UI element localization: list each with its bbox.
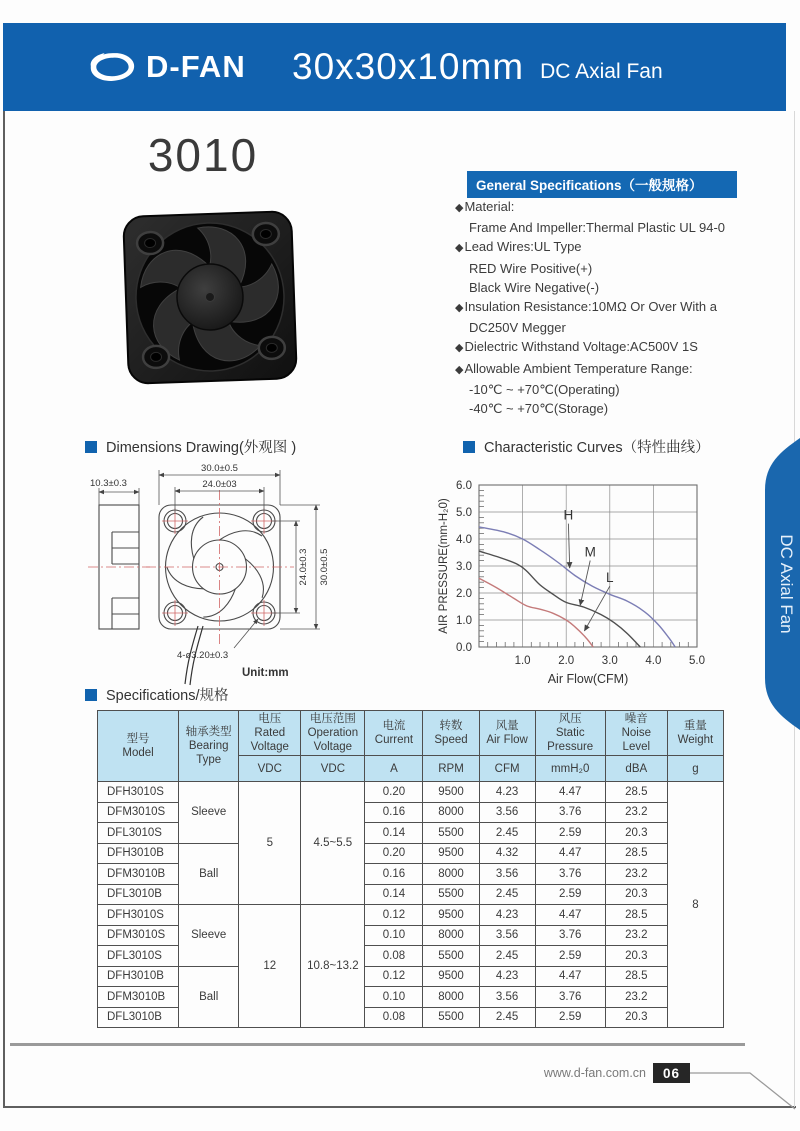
cell-current: 0.10 bbox=[365, 987, 423, 1008]
svg-text:Unit:mm: Unit:mm bbox=[242, 667, 289, 679]
spec-line: Frame And Impeller:Thermal Plastic UL 94-0 bbox=[469, 220, 726, 236]
svg-text:4-ø3.20±0.3: 4-ø3.20±0.3 bbox=[177, 650, 229, 661]
curves-section-header bbox=[463, 436, 710, 457]
model-number: 3010 bbox=[147, 129, 259, 181]
cell-model: DFM3010S bbox=[98, 802, 179, 823]
cell-pressure: 4.47 bbox=[535, 843, 605, 864]
side-tab bbox=[750, 436, 800, 732]
cell-model: DFL3010S bbox=[98, 823, 179, 844]
cell-airflow: 2.45 bbox=[479, 884, 535, 905]
cell-noise: 28.5 bbox=[605, 966, 667, 987]
y-axis-label: AIR PRESSURE(mm-H₂0) bbox=[438, 498, 450, 634]
table-row bbox=[98, 782, 724, 803]
cell-speed: 9500 bbox=[423, 966, 479, 987]
spec-line: ◆Insulation Resistance:10MΩ Or Over With a bbox=[455, 299, 717, 315]
col-header: 电压范围 Operation Voltage bbox=[301, 711, 365, 756]
svg-text:10.3±0.3: 10.3±0.3 bbox=[90, 478, 127, 489]
spec-line: ◆Dielectric Withstand Voltage:AC500V 1S bbox=[455, 339, 698, 355]
cell-speed: 8000 bbox=[423, 987, 479, 1008]
cell-speed: 5500 bbox=[423, 823, 479, 844]
diamond-bullet-icon: ◆ bbox=[455, 363, 464, 376]
brand-logo bbox=[88, 23, 246, 111]
cell-speed: 8000 bbox=[423, 802, 479, 823]
cell-speed: 5500 bbox=[423, 1007, 479, 1028]
col-unit: CFM bbox=[479, 756, 535, 782]
table-row bbox=[98, 905, 724, 926]
cell-current: 0.08 bbox=[365, 946, 423, 967]
svg-text:30.0±0.5: 30.0±0.5 bbox=[201, 463, 238, 474]
cell-noise: 20.3 bbox=[605, 946, 667, 967]
cell-rated-voltage: 5 bbox=[239, 782, 301, 905]
svg-text:6.0: 6.0 bbox=[456, 480, 472, 492]
cell-bearing: Sleeve bbox=[179, 905, 239, 967]
svg-text:30.0±0.5: 30.0±0.5 bbox=[319, 548, 330, 586]
cell-pressure: 3.76 bbox=[535, 925, 605, 946]
col-unit: dBA bbox=[605, 756, 667, 782]
cell-pressure: 4.47 bbox=[535, 782, 605, 803]
spec-line: RED Wire Positive(+) bbox=[469, 260, 593, 276]
cell-pressure: 3.76 bbox=[535, 802, 605, 823]
cell-pressure: 3.76 bbox=[535, 864, 605, 885]
cell-current: 0.12 bbox=[365, 966, 423, 987]
fan-type-title: DC Axial Fan bbox=[540, 60, 663, 83]
svg-text:1.0: 1.0 bbox=[514, 655, 531, 667]
col-header: 转数 Speed bbox=[423, 711, 479, 756]
cell-speed: 8000 bbox=[423, 864, 479, 885]
col-unit: RPM bbox=[423, 756, 479, 782]
col-header: 重量 Weight bbox=[667, 711, 723, 756]
page-title bbox=[292, 23, 663, 111]
dimensions-section-header bbox=[85, 436, 296, 457]
cell-model: DFL3010S bbox=[98, 946, 179, 967]
cell-operation-voltage: 4.5~5.5 bbox=[301, 782, 365, 905]
cell-airflow: 3.56 bbox=[479, 864, 535, 885]
cell-airflow: 2.45 bbox=[479, 1007, 535, 1028]
spec-line: Black Wire Negative(-) bbox=[469, 279, 600, 295]
cell-airflow: 3.56 bbox=[479, 987, 535, 1008]
cell-model: DFH3010B bbox=[98, 966, 179, 987]
svg-text:3.0: 3.0 bbox=[601, 655, 618, 667]
general-specs-list bbox=[455, 197, 785, 418]
svg-text:4.0: 4.0 bbox=[456, 534, 472, 546]
section-bullet-icon bbox=[85, 689, 97, 701]
general-specs-title: General Specifications（一般规格） bbox=[467, 171, 737, 198]
website-text: www.d-fan.com.cn bbox=[543, 1066, 646, 1080]
spec-section-title: Specifications/规格 bbox=[106, 688, 229, 704]
cell-model: DFH3010B bbox=[98, 843, 179, 864]
cell-noise: 28.5 bbox=[605, 843, 667, 864]
cell-noise: 23.2 bbox=[605, 987, 667, 1008]
col-header-bearing: 轴承类型 Bearing Type bbox=[179, 711, 239, 782]
cell-noise: 23.2 bbox=[605, 864, 667, 885]
col-header: 风压 Static Pressure bbox=[535, 711, 605, 756]
curves-section-title: Characteristic Curves（特性曲线） bbox=[484, 440, 710, 456]
col-unit: g bbox=[667, 756, 723, 782]
cell-current: 0.14 bbox=[365, 823, 423, 844]
cell-airflow: 4.23 bbox=[479, 966, 535, 987]
page-border-bottom bbox=[3, 1106, 796, 1108]
cell-pressure: 3.76 bbox=[535, 987, 605, 1008]
cell-noise: 20.3 bbox=[605, 884, 667, 905]
svg-text:5.0: 5.0 bbox=[689, 655, 705, 667]
fan-size-title: 30x30x10mm bbox=[292, 46, 525, 87]
cell-airflow: 3.56 bbox=[479, 802, 535, 823]
col-unit: mmH₂0 bbox=[535, 756, 605, 782]
cell-current: 0.16 bbox=[365, 802, 423, 823]
cell-noise: 23.2 bbox=[605, 802, 667, 823]
cell-noise: 23.2 bbox=[605, 925, 667, 946]
cell-current: 0.14 bbox=[365, 884, 423, 905]
section-bullet-icon bbox=[463, 441, 475, 453]
cell-noise: 28.5 bbox=[605, 905, 667, 926]
cell-pressure: 2.59 bbox=[535, 823, 605, 844]
footer-divider bbox=[10, 1043, 745, 1046]
fan-product-image bbox=[121, 205, 301, 390]
cell-airflow: 3.56 bbox=[479, 925, 535, 946]
cell-noise: 20.3 bbox=[605, 823, 667, 844]
cell-operation-voltage: 10.8~13.2 bbox=[301, 905, 365, 1028]
spec-section-header bbox=[85, 684, 229, 705]
col-header: 风量 Air Flow bbox=[479, 711, 535, 756]
dimension-drawing bbox=[82, 458, 452, 698]
table-row bbox=[98, 843, 724, 864]
swoosh-logo-icon bbox=[88, 50, 136, 84]
cell-noise: 28.5 bbox=[605, 782, 667, 803]
curve-M bbox=[479, 551, 640, 647]
svg-text:2.0: 2.0 bbox=[558, 655, 575, 667]
spec-line: ◆Material: bbox=[455, 199, 515, 214]
cell-model: DFM3010S bbox=[98, 925, 179, 946]
cell-speed: 5500 bbox=[423, 884, 479, 905]
cell-airflow: 4.32 bbox=[479, 843, 535, 864]
col-unit: VDC bbox=[239, 756, 301, 782]
diamond-bullet-icon: ◆ bbox=[455, 242, 464, 255]
cell-speed: 9500 bbox=[423, 782, 479, 803]
cell-bearing: Ball bbox=[179, 843, 239, 905]
cell-airflow: 2.45 bbox=[479, 823, 535, 844]
col-header: 电压 Rated Voltage bbox=[239, 711, 301, 756]
diamond-bullet-icon: ◆ bbox=[455, 202, 464, 214]
col-header-model: 型号 Model bbox=[98, 711, 179, 782]
x-axis-label: Air Flow(CFM) bbox=[547, 672, 629, 686]
cell-model: DFL3010B bbox=[98, 1007, 179, 1028]
spec-line: ◆Lead Wires:UL Type bbox=[455, 239, 582, 255]
svg-text:4.0: 4.0 bbox=[645, 655, 662, 667]
cell-current: 0.16 bbox=[365, 864, 423, 885]
curve-label-L: L bbox=[606, 570, 614, 586]
cell-pressure: 2.59 bbox=[535, 1007, 605, 1028]
cell-model: DFM3010B bbox=[98, 987, 179, 1008]
table-row bbox=[98, 966, 724, 987]
specifications-table bbox=[97, 710, 724, 1028]
cell-current: 0.12 bbox=[365, 905, 423, 926]
cell-airflow: 2.45 bbox=[479, 946, 535, 967]
cell-speed: 8000 bbox=[423, 925, 479, 946]
cell-model: DFH3010S bbox=[98, 782, 179, 803]
page-border-left bbox=[3, 23, 5, 1108]
cell-airflow: 4.23 bbox=[479, 782, 535, 803]
cell-model: DFL3010B bbox=[98, 884, 179, 905]
svg-text:24.0±03: 24.0±03 bbox=[202, 479, 237, 490]
cell-pressure: 4.47 bbox=[535, 966, 605, 987]
cell-pressure: 2.59 bbox=[535, 884, 605, 905]
svg-text:0.0: 0.0 bbox=[456, 642, 472, 654]
spec-line: ◆Allowable Ambient Temperature Range: bbox=[455, 360, 693, 376]
brand-name: D-FAN bbox=[146, 49, 246, 84]
cell-bearing: Sleeve bbox=[179, 782, 239, 844]
cell-current: 0.20 bbox=[365, 782, 423, 803]
cell-speed: 9500 bbox=[423, 905, 479, 926]
curve-L bbox=[479, 578, 593, 647]
cell-rated-voltage: 12 bbox=[239, 905, 301, 1028]
characteristic-curves-chart bbox=[433, 455, 745, 695]
footer-corner-line bbox=[688, 1060, 800, 1112]
svg-text:2.0: 2.0 bbox=[456, 588, 472, 600]
cell-model: DFM3010B bbox=[98, 864, 179, 885]
cell-speed: 5500 bbox=[423, 946, 479, 967]
cell-bearing: Ball bbox=[179, 966, 239, 1028]
cell-noise: 20.3 bbox=[605, 1007, 667, 1028]
cell-pressure: 4.47 bbox=[535, 905, 605, 926]
col-unit: VDC bbox=[301, 756, 365, 782]
svg-text:24.0±0.3: 24.0±0.3 bbox=[298, 548, 309, 586]
cell-model: DFH3010S bbox=[98, 905, 179, 926]
svg-text:5.0: 5.0 bbox=[456, 507, 472, 519]
cell-airflow: 4.23 bbox=[479, 905, 535, 926]
side-tab-label: DC Axial Fan bbox=[777, 534, 796, 634]
section-bullet-icon bbox=[85, 441, 97, 453]
cell-current: 0.08 bbox=[365, 1007, 423, 1028]
svg-text:1.0: 1.0 bbox=[456, 615, 472, 627]
curve-label-H: H bbox=[563, 507, 574, 523]
page-number-badge bbox=[653, 1063, 690, 1083]
col-unit: A bbox=[365, 756, 423, 782]
spec-line: DC250V Megger bbox=[469, 320, 566, 336]
dimensions-section-title: Dimensions Drawing(外观图 ) bbox=[106, 440, 297, 456]
svg-text:3.0: 3.0 bbox=[456, 561, 472, 573]
curve-label-M: M bbox=[584, 544, 596, 560]
spec-line: -10℃ ~ +70℃(Operating) bbox=[469, 381, 620, 397]
diamond-bullet-icon: ◆ bbox=[455, 342, 464, 355]
cell-current: 0.20 bbox=[365, 843, 423, 864]
cell-speed: 9500 bbox=[423, 843, 479, 864]
cell-weight: 8 bbox=[667, 782, 723, 1028]
col-header: 电流 Current bbox=[365, 711, 423, 756]
spec-line: -40℃ ~ +70℃(Storage) bbox=[469, 401, 609, 417]
cell-current: 0.10 bbox=[365, 925, 423, 946]
page-number: 06 bbox=[662, 1065, 681, 1081]
diamond-bullet-icon: ◆ bbox=[455, 302, 464, 315]
col-header: 噪音 Noise Level bbox=[605, 711, 667, 756]
cell-pressure: 2.59 bbox=[535, 946, 605, 967]
